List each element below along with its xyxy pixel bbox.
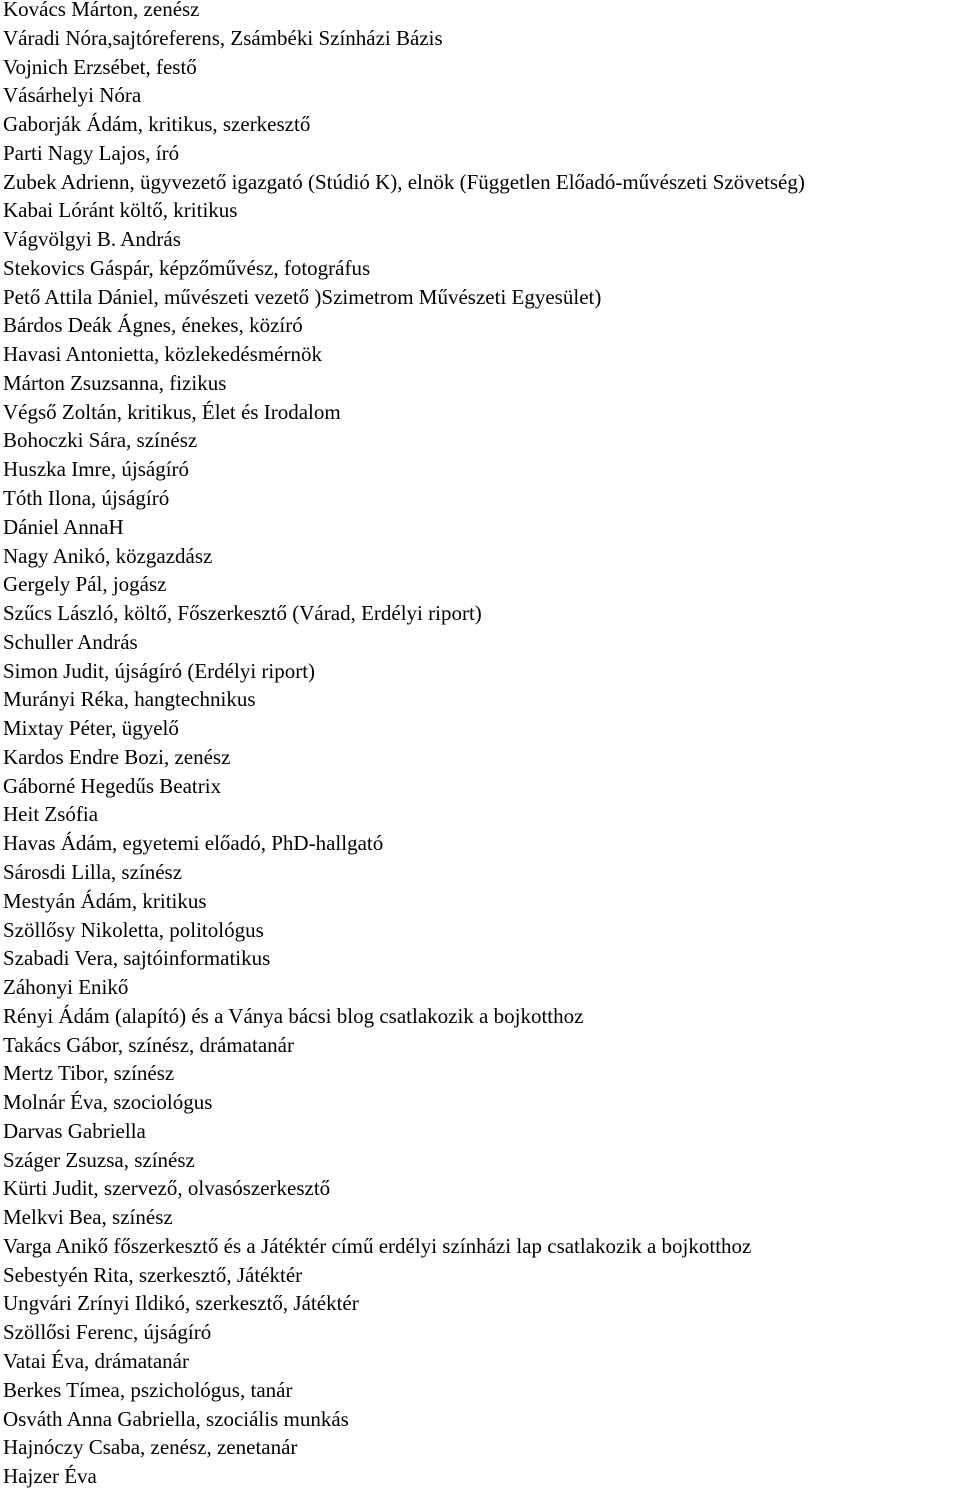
signatory-line: Osváth Anna Gabriella, szociális munkás [3,1406,349,1431]
signatory-line: Takács Gábor, színész, drámatanár [3,1032,294,1057]
signatory-line: Simon Judit, újságíró (Erdélyi riport) [3,658,316,683]
signatory-line: Darvas Gabriella [3,1118,146,1143]
signatory-line: Szöllősi Ferenc, újságíró [3,1320,212,1345]
signatory-line: Zubek Adrienn, ügyvezető igazgató (Stúdió K), elnök (Független Előadó-művészeti Szövetség) [3,169,805,194]
signatory-line: Vatai Éva, drámatanár [3,1348,189,1373]
signatory-line: Hajzer Éva [3,1464,97,1489]
signatory-line: Kovács Márton, zenész [3,0,200,21]
signatory-line: Schuller András [3,629,138,654]
signatory-line: Vojnich Erzsébet, festő [3,54,197,79]
signatory-line: Gáborné Hegedűs Beatrix [3,773,222,798]
signatory-line: Huszka Imre, újságíró [3,457,190,482]
signatory-line: Mestyán Ádám, kritikus [3,888,207,913]
signatory-line: Sebestyén Rita, szerkesztő, Játéktér [3,1262,303,1287]
signatory-line: Gergely Pál, jogász [3,572,167,597]
signatory-line: Berkes Tímea, pszichológus, tanár [3,1377,293,1402]
signatory-line: Rényi Ádám (alapító) és a Ványa bácsi blog csatlakozik a bojkotthoz [3,1003,584,1028]
signatory-line: Váradi Nóra,sajtóreferens, Zsámbéki Színházi Bázis [3,25,443,50]
signatory-line: Mixtay Péter, ügyelő [3,716,179,741]
signatory-line: Tóth Ilona, újságíró [3,486,170,511]
signatory-line: Varga Anikő főszerkesztő és a Játéktér című erdélyi színházi lap csatlakozik a bojkotthoz [3,1233,752,1258]
signatory-line: Márton Zsuzsanna, fizikus [3,370,227,395]
signatory-line: Záhonyi Enikő [3,975,129,1000]
signatory-line: Végső Zoltán, kritikus, Élet és Irodalom [3,399,341,424]
signatory-line: Szabadi Vera, sajtóinformatikus [3,946,271,971]
signatory-line: Vásárhelyi Nóra [3,83,142,108]
signatory-line: Ungvári Zrínyi Ildikó, szerkesztő, Játéktér [3,1291,359,1316]
signatory-line: Kürti Judit, szervező, olvasószerkesztő [3,1176,331,1201]
signatory-line: Szöllősy Nikoletta, politológus [3,917,264,942]
signatory-line: Kardos Endre Bozi, zenész [3,744,231,769]
signatory-line: Nagy Anikó, közgazdász [3,543,213,568]
signatory-line: Molnár Éva, szociológus [3,1090,213,1115]
signatory-line: Havas Ádám, egyetemi előadó, PhD-hallgató [3,831,384,856]
signatory-line: Szűcs László, költő, Főszerkesztő (Várad, Erdélyi riport) [3,601,482,626]
signatory-line: Száger Zsuzsa, színész [3,1147,195,1172]
signatory-line: Stekovics Gáspár, képzőművész, fotográfus [3,255,371,280]
signatory-line: Mertz Tibor, színész [3,1061,175,1086]
signatory-line: Murányi Réka, hangtechnikus [3,687,256,712]
signatory-line: Parti Nagy Lajos, író [3,140,180,165]
signatory-line: Gaborják Ádám, kritikus, szerkesztő [3,112,311,137]
signatory-line: Hajnóczy Csaba, zenész, zenetanár [3,1435,298,1460]
signatory-line: Dániel AnnaH [3,514,124,539]
signatory-line: Bohoczki Sára, színész [3,428,198,453]
signatory-line: Pető Attila Dániel, művészeti vezető )Szimetrom Művészeti Egyesület) [3,284,602,309]
signatory-line: Kabai Lóránt költő, kritikus [3,198,238,223]
signatory-line: Sárosdi Lilla, színész [3,859,183,884]
signatory-list [3,0,953,1491]
signatory-line: Havasi Antonietta, közlekedésmérnök [3,342,322,367]
signatory-line: Heit Zsófia [3,802,99,827]
signatory-line: Melkvi Bea, színész [3,1205,173,1230]
signatory-line: Vágvölgyi B. András [3,227,181,252]
signatory-line: Bárdos Deák Ágnes, énekes, közíró [3,313,303,338]
